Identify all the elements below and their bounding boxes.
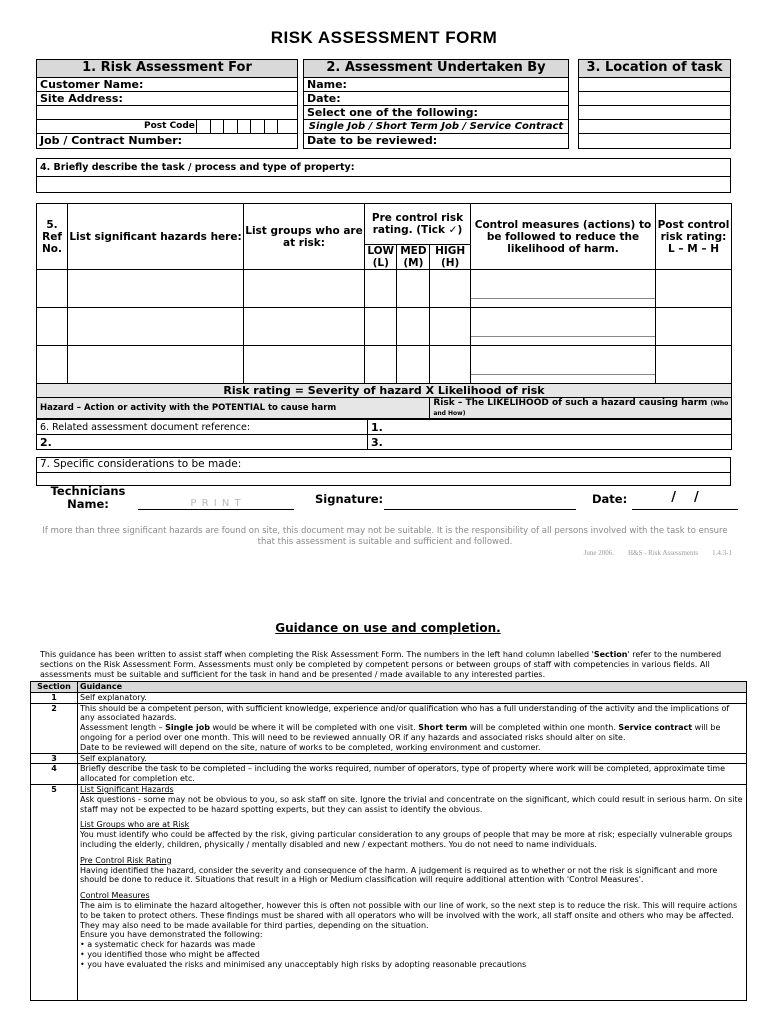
assessment-date-field[interactable]: Date: (304, 92, 568, 106)
ref-cell[interactable] (37, 346, 68, 384)
post-control-header: Post control risk rating: L – M – H (656, 204, 732, 270)
related-doc-2[interactable]: 2. (37, 435, 368, 450)
guidance-text: Briefly describe the task to be completed – including the works required, number of operators, type of property where work will be completed, approximate time allocated for completion etc. (78, 764, 747, 785)
date-separators: / / (671, 490, 699, 505)
guidance-paragraph: Having identified the hazard, consider the severity and consequence of the harm. A judgement is required as to whether or not the risk is significant and more should be done to reduce it. Situations that result in a High or Medium classification will require additional attention with 'Control Measures'. (80, 865, 718, 885)
hazard-definition: Hazard – Action or activity with the POTENTIAL to cause harm (37, 398, 430, 419)
guidance-paragraph: Date to be reviewed will depend on the site, nature of works to be completed, working environment and customer. (80, 742, 541, 752)
hazard-cell[interactable] (68, 308, 244, 346)
guidance-text (78, 703, 747, 753)
post-code-row (37, 120, 297, 134)
table-row (37, 308, 732, 346)
post-cell[interactable] (656, 270, 732, 308)
low-cell[interactable] (365, 346, 397, 384)
related-docs-label: 6. Related assessment document reference: (37, 420, 368, 435)
section-assessment-undertaken-by (303, 59, 569, 149)
section2-header: 2. Assessment Undertaken By (304, 60, 568, 78)
intro-text: This guidance has been written to assist staff when completing the Risk Assessment Form. The numbers in the left hand column labelled ' (40, 650, 594, 659)
guidance-bullet: • you identified those who might be affected (80, 949, 260, 959)
job-contract-number-field[interactable]: Job / Contract Number: (40, 134, 183, 147)
high-cell[interactable] (430, 308, 471, 346)
section-number: 5 (31, 784, 78, 1000)
groups-cell[interactable] (244, 270, 365, 308)
control-cell[interactable] (471, 308, 656, 346)
table-row (37, 270, 732, 308)
assessor-name-field[interactable]: Name: (304, 78, 568, 92)
low-cell[interactable] (365, 270, 397, 308)
pre-control-header: Pre control risk rating. (Tick ✓) (365, 204, 471, 245)
table-row (31, 764, 747, 785)
groups-cell[interactable] (244, 308, 365, 346)
hazard-cell[interactable] (68, 270, 244, 308)
location-line[interactable] (579, 134, 730, 148)
review-date-field[interactable]: Date to be reviewed: (307, 134, 438, 147)
task-description-label: 4. Briefly describe the task / process and type of property: (37, 159, 730, 177)
low-cell[interactable] (365, 308, 397, 346)
section1-header: 1. Risk Assessment For (37, 60, 297, 78)
med-cell[interactable] (397, 346, 430, 384)
section3-header: 3. Location of task (579, 60, 730, 78)
guidance-paragraph (80, 723, 744, 743)
hazard-cell[interactable] (68, 346, 244, 384)
site-address-field[interactable]: Site Address: (37, 92, 297, 106)
guidance-bullet: • a systematic check for hazards was made (80, 940, 256, 950)
control-cell[interactable] (471, 346, 656, 384)
guidance-subheading: List Significant Hazards (80, 784, 174, 794)
risk-definition-text: Risk – The LIKELIHOOD of such a hazard causing harm (433, 398, 708, 408)
post-code-label: Post Code (144, 121, 195, 131)
med-cell[interactable] (397, 270, 430, 308)
groups-at-risk-header: List groups who are at risk: (244, 204, 365, 270)
form-title: RISK ASSESSMENT FORM (270, 28, 498, 47)
ref-cell[interactable] (37, 308, 68, 346)
guidance-text: Self explanatory. (78, 692, 747, 703)
section-task-description (36, 158, 731, 193)
table-row (31, 703, 747, 753)
section-number: 4 (31, 764, 78, 785)
text: Single job (165, 723, 210, 733)
text: will be completed within one month. (467, 723, 619, 733)
control-cell[interactable] (471, 270, 656, 308)
text: Short term (418, 723, 468, 733)
document-reference: June 2006. H&S - Risk Assessments 1.4.3-1 (583, 549, 732, 557)
section-related-documents (36, 419, 732, 450)
risk-definition-note: (Who and How) (433, 400, 729, 417)
intro-text: ' refer to the numbered sections on the Risk Assessment Form. Assessments must only be completed by competent persons or between groups of staff with competencies in various fields. All assessments must be suitable and sufficient for the task in hand and be presented / made available to any interested parties. (40, 650, 722, 679)
text: would be where it will be completed with one visit. (209, 723, 419, 733)
guidance-subheading: List Groups who are at Risk (80, 820, 190, 830)
guidance-paragraph: Ensure you have demonstrated the following: (80, 930, 263, 940)
text: will be ongoing for a period over one month. This will need to be reviewed annually OR if any hazards and associated risks should alter on site. (80, 723, 721, 742)
considerations-label: 7. Specific considerations to be made: (37, 458, 730, 473)
table-row (31, 784, 747, 1000)
hazards-table (36, 203, 732, 419)
high-cell[interactable] (430, 346, 471, 384)
guidance-text: Self explanatory. (78, 753, 747, 764)
guidance-intro (40, 650, 740, 680)
high-header: HIGH (H) (430, 245, 471, 270)
guidance-paragraph: This should be a competent person, with sufficient knowledge, experience and/or qualification who has a full understanding of the activity and the implications of any associated hazards. (80, 703, 730, 723)
guidance-subheading: Pre Control Risk Rating (80, 855, 172, 865)
post-code-boxes[interactable] (196, 120, 278, 133)
guidance-column-header: Guidance (78, 682, 747, 693)
site-address-line2[interactable] (37, 106, 297, 120)
med-header: MED (M) (397, 245, 430, 270)
section-risk-assessment-for (36, 59, 298, 149)
signature-label: Signature: (315, 492, 384, 506)
considerations-field[interactable] (37, 473, 730, 486)
guidance-paragraph: You must identify who could be affected by the risk, giving particular consideration to any groups of people that may be more at risk; especially vulnerable groups including the elderly, children, physically / mentally disabled and new / expectant mothers. You do not need to name individuals. (80, 830, 733, 849)
related-doc-1[interactable]: 1. (368, 420, 732, 435)
table-row (31, 753, 747, 764)
location-line[interactable] (579, 106, 730, 120)
intro-section-word: Section (593, 650, 628, 659)
task-description-field[interactable] (37, 177, 730, 192)
location-line[interactable] (579, 92, 730, 106)
section-number: 2 (31, 703, 78, 753)
date-label: Date: (592, 492, 628, 506)
job-type-options[interactable]: Single Job / Short Term Job / Service Contract (304, 120, 568, 134)
guidance-paragraph: The aim is to eliminate the hazard altogether, however this is often not possible with our line of work, so the next step is to reduce the risk. This will require actions to be taken to protect others. These findings must be shared with all operators who will be involved with the work, all staff onsite and others who may be affected. They may also need to be made available for third parties, depending on the situation. (80, 900, 738, 930)
guidance-bullet: • you have evaluated the risks and minimised any unacceptably high risks by adopting reasonable precautions (80, 959, 527, 969)
section-number: 3 (31, 753, 78, 764)
section-number: 1 (31, 692, 78, 703)
print-placeholder: P R I N T (190, 498, 242, 509)
customer-name-field[interactable]: Customer Name: (37, 78, 297, 92)
high-cell[interactable] (430, 270, 471, 308)
signature-field[interactable] (384, 491, 576, 510)
section-column-header: Section (31, 682, 78, 693)
footer-note: If more than three significant hazards are found on site, this document may not be suitable. It is the responsibility of all persons involved with the task to ensure that this assessment is suitable and sufficient and followed. (42, 526, 728, 547)
hazards-header: List significant hazards here: (68, 204, 244, 270)
guidance-table (30, 681, 747, 1001)
guidance-paragraph: Ask questions - some may not be obvious to you, so ask staff on site. Ignore the trivial and concentrate on the significant, which could result in serious harm. On site staff may not be expected to be hazard spotting experts, but they can assist to identify the obvious. (80, 794, 743, 814)
signoff-date-field[interactable] (632, 490, 738, 510)
post-cell[interactable] (656, 346, 732, 384)
risk-rating-formula: Risk rating = Severity of hazard X Likelihood of risk (37, 384, 732, 398)
post-cell[interactable] (656, 308, 732, 346)
related-doc-3[interactable]: 3. (368, 435, 732, 450)
section-specific-considerations (36, 457, 731, 486)
text: Assessment length – (80, 723, 166, 733)
technician-print-field[interactable] (138, 491, 294, 510)
guidance-subheading: Control Measures (80, 891, 150, 901)
location-line[interactable] (579, 78, 730, 92)
med-cell[interactable] (397, 308, 430, 346)
table-row (31, 692, 747, 703)
table-row (37, 346, 732, 384)
technicians-name-label: Technicians Name: (50, 484, 126, 511)
risk-definition (430, 398, 732, 419)
ref-cell[interactable] (37, 270, 68, 308)
guidance-text (78, 784, 747, 1000)
select-one-label: Select one of the following: (304, 106, 568, 120)
groups-cell[interactable] (244, 346, 365, 384)
ref-no-header: 5. Ref No. (37, 204, 68, 270)
text: Service contract (618, 723, 693, 733)
location-line[interactable] (579, 120, 730, 134)
section-location-of-task (578, 59, 731, 149)
control-measures-header: Control measures (actions) to be followed to reduce the likelihood of harm. (471, 204, 656, 270)
guidance-title: Guidance on use and completion. (275, 621, 501, 635)
low-header: LOW (L) (365, 245, 397, 270)
